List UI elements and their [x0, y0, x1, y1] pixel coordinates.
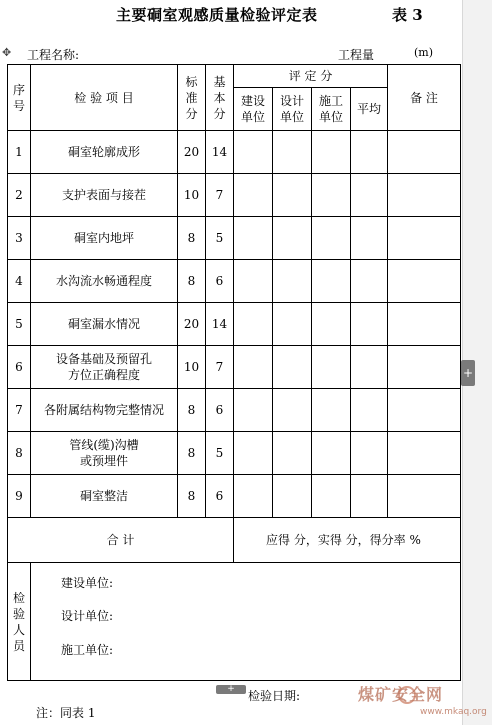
cell-design-score[interactable]: [273, 346, 312, 389]
row-item-line2: 或预埋件: [79, 454, 128, 468]
footnote: 注：同表 1: [36, 706, 96, 720]
cell-remarks[interactable]: [388, 217, 461, 260]
quantity-label: 工程量: [338, 48, 375, 62]
total-label: 合 计: [8, 518, 234, 563]
row-standard: 8: [178, 475, 206, 518]
row-standard: 10: [178, 346, 206, 389]
row-item: 各附属结构物完整情况: [31, 389, 178, 432]
row-basic: 14: [206, 131, 234, 174]
cell-contractor-score[interactable]: [312, 131, 351, 174]
row-item: 水沟流水畅通程度: [31, 260, 178, 303]
cell-average[interactable]: [351, 217, 388, 260]
row-standard: 8: [178, 389, 206, 432]
table-row: [8, 346, 461, 389]
cell-owner-score[interactable]: [234, 303, 273, 346]
cell-average[interactable]: [351, 131, 388, 174]
cell-remarks[interactable]: [388, 131, 461, 174]
cell-contractor-score[interactable]: [312, 432, 351, 475]
table-row: [8, 260, 461, 303]
table-row: [8, 131, 461, 174]
cell-average[interactable]: [351, 432, 388, 475]
row-seq: 4: [8, 260, 31, 303]
row-seq: 8: [8, 432, 31, 475]
cell-design-score[interactable]: [273, 260, 312, 303]
cell-design-score[interactable]: [273, 174, 312, 217]
cell-contractor-score[interactable]: [312, 475, 351, 518]
row-item-line1: 设备基础及预留孔: [55, 352, 152, 366]
cell-average[interactable]: [351, 389, 388, 432]
cell-owner-score[interactable]: [234, 389, 273, 432]
cell-owner-score[interactable]: [234, 432, 273, 475]
header-contractor: 施工 单位: [312, 88, 351, 131]
table-move-handle-icon[interactable]: ✥: [2, 46, 12, 59]
row-seq: 5: [8, 303, 31, 346]
project-name-label: 工程名称:: [27, 48, 80, 62]
expand-plus-icon[interactable]: +: [461, 360, 475, 386]
row-standard: 20: [178, 131, 206, 174]
row-seq: 3: [8, 217, 31, 260]
header-row-1: [8, 65, 461, 88]
cell-remarks[interactable]: [388, 475, 461, 518]
header-evaluation-score: 评 定 分: [234, 65, 388, 88]
cell-owner-score[interactable]: [234, 475, 273, 518]
total-summary[interactable]: 应得 分，实得 分，得分率 %: [234, 518, 461, 563]
row-item: 支护表面与接茬: [31, 174, 178, 217]
table-row: [8, 389, 461, 432]
cell-remarks[interactable]: [388, 260, 461, 303]
header-design-unit: 设计 单位: [273, 88, 312, 131]
cell-contractor-score[interactable]: [312, 389, 351, 432]
watermark-url: www.mkaq.org: [420, 707, 487, 717]
row-standard: 8: [178, 432, 206, 475]
contractor-signature-label: 施工单位:: [61, 643, 114, 657]
header-remarks: 备 注: [388, 65, 461, 131]
row-item: [31, 432, 178, 475]
header-standard-score: 标 准 分: [178, 65, 206, 131]
cell-contractor-score[interactable]: [312, 174, 351, 217]
row-seq: 7: [8, 389, 31, 432]
cell-owner-score[interactable]: [234, 174, 273, 217]
cell-average[interactable]: [351, 174, 388, 217]
cell-contractor-score[interactable]: [312, 217, 351, 260]
document-title: 主要硐室观感质量检验评定表: [116, 6, 318, 24]
watermark-brand: 煤矿安全网: [358, 685, 444, 704]
row-basic: 7: [206, 346, 234, 389]
header-average: 平均: [351, 88, 388, 131]
row-basic: 14: [206, 303, 234, 346]
cell-design-score[interactable]: [273, 303, 312, 346]
cell-average[interactable]: [351, 346, 388, 389]
inspectors-row: [8, 563, 461, 681]
row-standard: 10: [178, 174, 206, 217]
cell-design-score[interactable]: [273, 475, 312, 518]
cell-contractor-score[interactable]: [312, 260, 351, 303]
cell-design-score[interactable]: [273, 389, 312, 432]
table-row: [8, 432, 461, 475]
cell-remarks[interactable]: [388, 303, 461, 346]
cell-average[interactable]: [351, 303, 388, 346]
cell-owner-score[interactable]: [234, 346, 273, 389]
row-item: 硐室轮廓成形: [31, 131, 178, 174]
table-number: 表 3: [392, 6, 423, 24]
total-row: [8, 518, 461, 563]
row-basic: 5: [206, 432, 234, 475]
row-basic: 7: [206, 174, 234, 217]
table-row: [8, 174, 461, 217]
cell-contractor-score[interactable]: [312, 346, 351, 389]
row-standard: 8: [178, 217, 206, 260]
cell-owner-score[interactable]: [234, 131, 273, 174]
row-seq: 9: [8, 475, 31, 518]
cell-design-score[interactable]: [273, 217, 312, 260]
row-basic: 6: [206, 260, 234, 303]
owner-signature-label: 建设单位:: [61, 576, 114, 590]
bottom-expand-plus-icon[interactable]: +: [216, 685, 246, 694]
row-standard: 20: [178, 303, 206, 346]
row-seq: 1: [8, 131, 31, 174]
table-row: [8, 303, 461, 346]
cell-design-score[interactable]: [273, 432, 312, 475]
header-item: 检 验 项 目: [31, 65, 178, 131]
cell-contractor-score[interactable]: [312, 303, 351, 346]
cell-remarks[interactable]: [388, 432, 461, 475]
row-item-line1: 管线(缆)沟槽: [69, 438, 139, 452]
row-item: 硐室内地坪: [31, 217, 178, 260]
cell-remarks[interactable]: [388, 346, 461, 389]
cell-owner-score[interactable]: [234, 260, 273, 303]
design-signature-label: 设计单位:: [61, 609, 114, 623]
row-seq: 2: [8, 174, 31, 217]
row-basic: 6: [206, 389, 234, 432]
quantity-unit: (m): [414, 46, 434, 59]
inspectors-signatures[interactable]: [31, 563, 461, 681]
inspectors-label: 检 验 人 员: [8, 563, 31, 681]
header-construction-owner: 建设 单位: [234, 88, 273, 131]
table-row: [8, 217, 461, 260]
table-row: [8, 475, 461, 518]
row-basic: 6: [206, 475, 234, 518]
row-item: [31, 346, 178, 389]
row-basic: 5: [206, 217, 234, 260]
cell-remarks[interactable]: [388, 389, 461, 432]
header-seq: 序 号: [8, 65, 31, 131]
check-date-label: 检验日期:: [248, 689, 301, 703]
cell-owner-score[interactable]: [234, 217, 273, 260]
row-seq: 6: [8, 346, 31, 389]
evaluation-table: [7, 64, 461, 681]
cell-remarks[interactable]: [388, 174, 461, 217]
cell-average[interactable]: [351, 475, 388, 518]
row-item-line2: 方位正确程度: [67, 368, 140, 382]
cell-average[interactable]: [351, 260, 388, 303]
row-standard: 8: [178, 260, 206, 303]
header-basic-score: 基 本 分: [206, 65, 234, 131]
row-item: 硐室整洁: [31, 475, 178, 518]
cell-design-score[interactable]: [273, 131, 312, 174]
row-item: 硐室漏水情况: [31, 303, 178, 346]
